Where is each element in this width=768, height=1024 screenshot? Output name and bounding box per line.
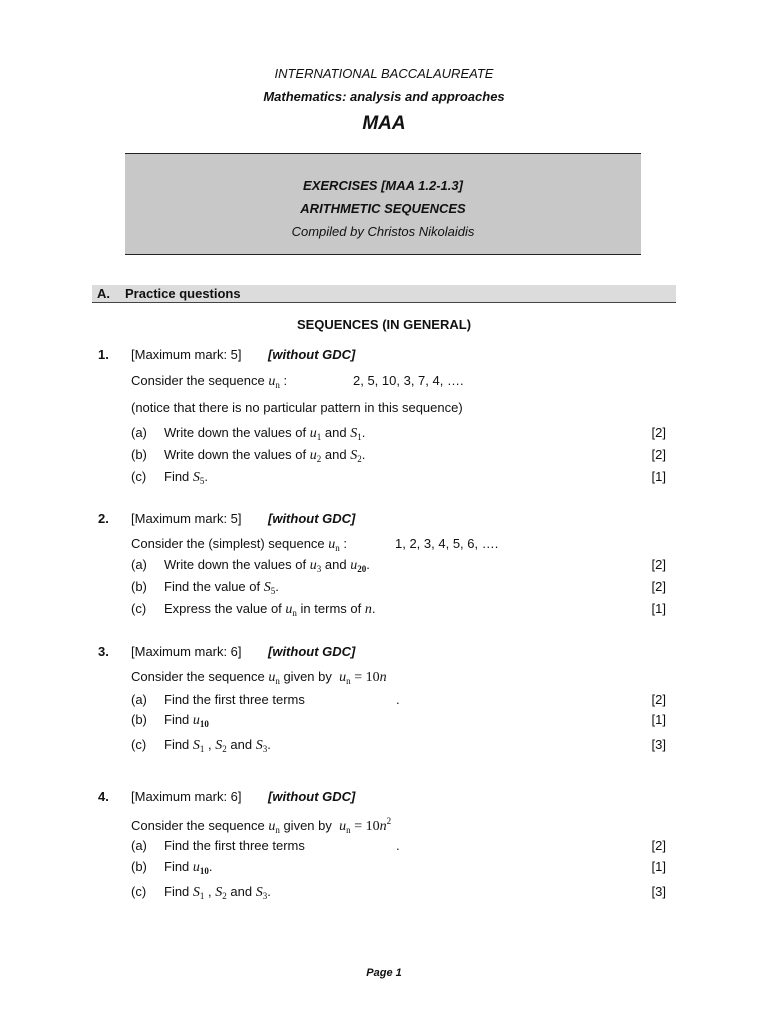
q1-intro-line: Consider the sequence $u_n$ :	[131, 373, 288, 390]
q4b-mark: [1]	[651, 859, 666, 874]
q2-part-a: (a) Write down the values of $u_3$ and $u_{20}$.	[131, 557, 370, 574]
q2-max-mark: [Maximum mark: 5]	[131, 511, 242, 526]
q2a-mark: [2]	[651, 557, 666, 572]
q1-number: 1.	[98, 347, 109, 362]
section-header	[92, 285, 676, 303]
q2b-mark: [2]	[651, 579, 666, 594]
q3a-dot: .	[396, 692, 400, 707]
q4-number: 4.	[98, 789, 109, 804]
q1-note: (notice that there is no particular pattern in this sequence)	[131, 400, 463, 415]
q3-part-a: (a) Find the first three terms	[131, 692, 305, 707]
section-letter: A.	[97, 286, 110, 301]
banner-topic: ARITHMETIC SEQUENCES	[300, 201, 466, 216]
u-n: $u_n$	[268, 374, 280, 390]
q1-gdc: [without GDC]	[268, 347, 356, 362]
q4-part-a: (a) Find the first three terms	[131, 838, 305, 853]
q1-part-a: (a) Write down the values of $u_1$ and $S_1$.	[131, 425, 366, 442]
q2-intro-line: Consider the (simplest) sequence $u_n$ :	[131, 536, 348, 553]
q4a-dot: .	[396, 838, 400, 853]
title-banner	[125, 153, 641, 255]
q4-part-b: (b) Find $u_{10}$.	[131, 859, 213, 876]
course-code: MAA	[362, 113, 406, 134]
q2-number: 2.	[98, 511, 109, 526]
q1-part-b: (b) Write down the values of $u_2$ and $S_2$.	[131, 447, 366, 464]
q3a-mark: [2]	[651, 692, 666, 707]
q4-intro-line: Consider the sequence $u_n$ given by $u_n = 10n^2$	[131, 816, 392, 835]
q3c-mark: [3]	[651, 737, 666, 752]
q4c-mark: [3]	[651, 884, 666, 899]
q3-max-mark: [Maximum mark: 6]	[131, 644, 242, 659]
q4a-mark: [2]	[651, 838, 666, 853]
q1c-mark: [1]	[651, 469, 666, 484]
org-title: INTERNATIONAL BACCALAUREATE	[274, 66, 494, 81]
subheading: SEQUENCES (IN GENERAL)	[296, 317, 472, 332]
q3-part-b: (b) Find $u_{10}$	[131, 712, 209, 729]
banner-exercises: EXERCISES [MAA 1.2-1.3]	[303, 178, 463, 193]
banner-author: Compiled by Christos Nikolaidis	[291, 224, 475, 239]
q3-intro-line: Consider the sequence $u_n$ given by $u_n = 10n$	[131, 669, 387, 686]
q3b-mark: [1]	[651, 712, 666, 727]
q2c-mark: [1]	[651, 601, 666, 616]
page-number: Page 1	[366, 967, 402, 979]
q1a-mark: [2]	[651, 425, 666, 440]
q1-max-mark: [Maximum mark: 5]	[131, 347, 242, 362]
q2-gdc: [without GDC]	[268, 511, 356, 526]
q2-part-b: (b) Find the value of $S_5$.	[131, 579, 279, 596]
q4-max-mark: [Maximum mark: 6]	[131, 789, 242, 804]
q4-part-c: (c) Find $S_1$ , $S_2$ and $S_3$.	[131, 884, 271, 901]
q3-gdc: [without GDC]	[268, 644, 356, 659]
q4-gdc: [without GDC]	[268, 789, 356, 804]
q2-terms: 1, 2, 3, 4, 5, 6, ….	[395, 536, 499, 551]
section-title: Practice questions	[125, 286, 241, 301]
q1-terms: 2, 5, 10, 3, 7, 4, ….	[353, 373, 464, 388]
q3-number: 3.	[98, 644, 109, 659]
q1-part-c: (c) Find $S_5$.	[131, 469, 209, 486]
q1b-mark: [2]	[651, 447, 666, 462]
q3-part-c: (c) Find $S_1$ , $S_2$ and $S_3$.	[131, 737, 271, 754]
subject-title: Mathematics: analysis and approaches	[263, 89, 505, 104]
q2-part-c: (c) Express the value of $u_n$ in terms of n.	[131, 601, 376, 618]
